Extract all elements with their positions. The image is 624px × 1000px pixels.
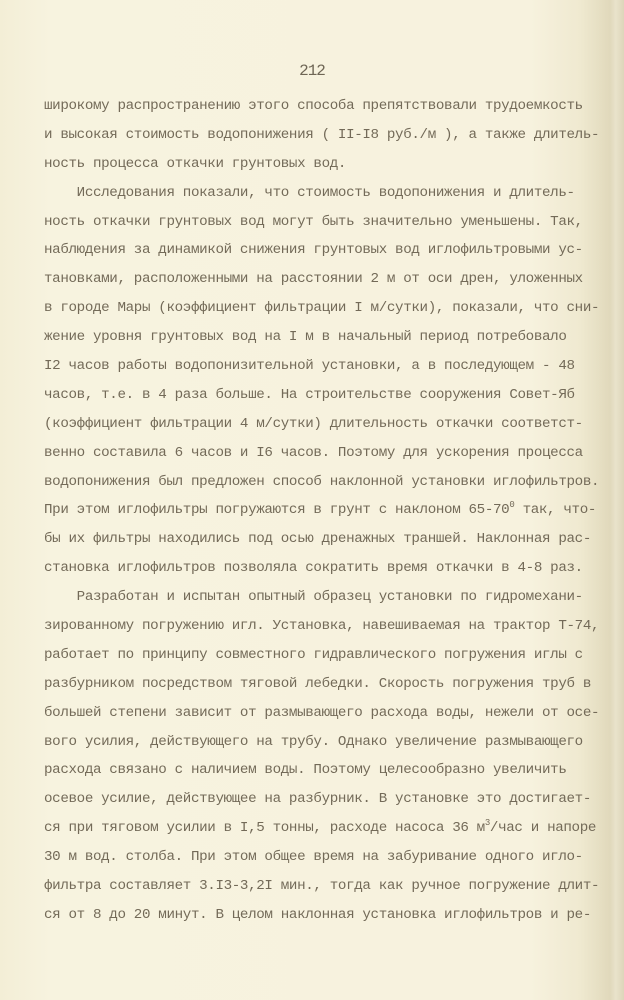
text-line: I2 часов работы водопонизительной установки, а в последующем - 48	[44, 358, 575, 375]
body-text	[44, 92, 600, 930]
degree-superscript: 0	[509, 500, 515, 511]
text-line: 30 м вод. столба. При этом общее время на забуривание одного игло-	[44, 849, 583, 866]
text-line: разбурником посредством тяговой лебедки. Скорость погружения труб в	[44, 675, 591, 692]
text-line: тановками, расположенными на расстоянии 2 м от оси дрен, уложенных	[44, 271, 583, 288]
text-line: (коэффициент фильтрации 4 м/сутки) длительность откачки соответст-	[44, 415, 583, 432]
text-line: часов, т.е. в 4 раза больше. На строительстве сооружения Совет-Яб	[44, 386, 575, 403]
text-line: ность откачки грунтовых вод могут быть значительно уменьшены. Так,	[44, 213, 583, 230]
text-line: расхода связано с наличием воды. Поэтому целесообразно увеличить	[44, 762, 567, 779]
page-edge-shadow	[610, 0, 624, 1000]
text-line: становка иглофильтров позволяла сократить время откачки в 4-8 раз.	[44, 560, 583, 577]
text-line: осевое усилие, действующее на разбурник. В установке это достигает-	[44, 791, 591, 808]
text-line: водопонижения был предложен способ наклонной установки иглофильтров.	[44, 473, 600, 490]
page-number: 212	[299, 62, 325, 80]
text-line: жение уровня грунтовых вод на I м в начальный период потребовало	[44, 329, 567, 346]
text-line: наблюдения за динамикой снижения грунтовых вод иглофильтровыми ус-	[44, 242, 583, 259]
text-line: ся от 8 до 20 минут. В целом наклонная установка иглофильтров и ре-	[44, 906, 591, 923]
text-line: работает по принципу совместного гидравлического погружения иглы с	[44, 646, 583, 663]
text-line: фильтра составляет 3.I3-3,2I мин., тогда как ручное погружение длит-	[44, 878, 600, 895]
text-line-with-degree: При этом иглофильтры погружаются в грунт с наклоном $65-70^0$ так, что-	[44, 500, 597, 519]
text-line: ность процесса откачки грунтовых вод.	[44, 155, 347, 172]
text-line: бы их фильтры находились под осью дренажных траншей. Наклонная рас-	[44, 531, 591, 548]
text-line: зированному погружению игл. Установка, навешиваемая на трактор Т-74,	[44, 618, 600, 635]
paragraph-start-line: Исследования показали, что стоимость водопонижения и длитель-	[76, 184, 575, 201]
text-line: венно составила 6 часов и I6 часов. Поэтому для ускорения процесса	[44, 444, 583, 461]
text-line: и высокая стоимость водопонижения ( II-I8 руб./м ), а также длитель-	[44, 126, 600, 143]
text-line: широкому распространению этого способа препятствовали трудоемкость	[44, 98, 583, 114]
text-line: вого усилия, действующего на трубу. Однако увеличение размывающего	[44, 733, 583, 750]
text-line: в городе Мары (коэффициент фильтрации I м/сутки), показали, что сни-	[44, 300, 600, 317]
text-line-with-cubic: ся при тяговом усилии в I,5 тонны, расходе насоса 36 $м^3$/час и напоре	[44, 818, 597, 837]
cubic-superscript: 3	[484, 818, 490, 829]
text-line: большей степени зависит от размывающего расхода воды, нежели от осе-	[44, 704, 600, 721]
paragraph-start-line: Разработан и испытан опытный образец установки по гидромехани-	[76, 589, 583, 606]
